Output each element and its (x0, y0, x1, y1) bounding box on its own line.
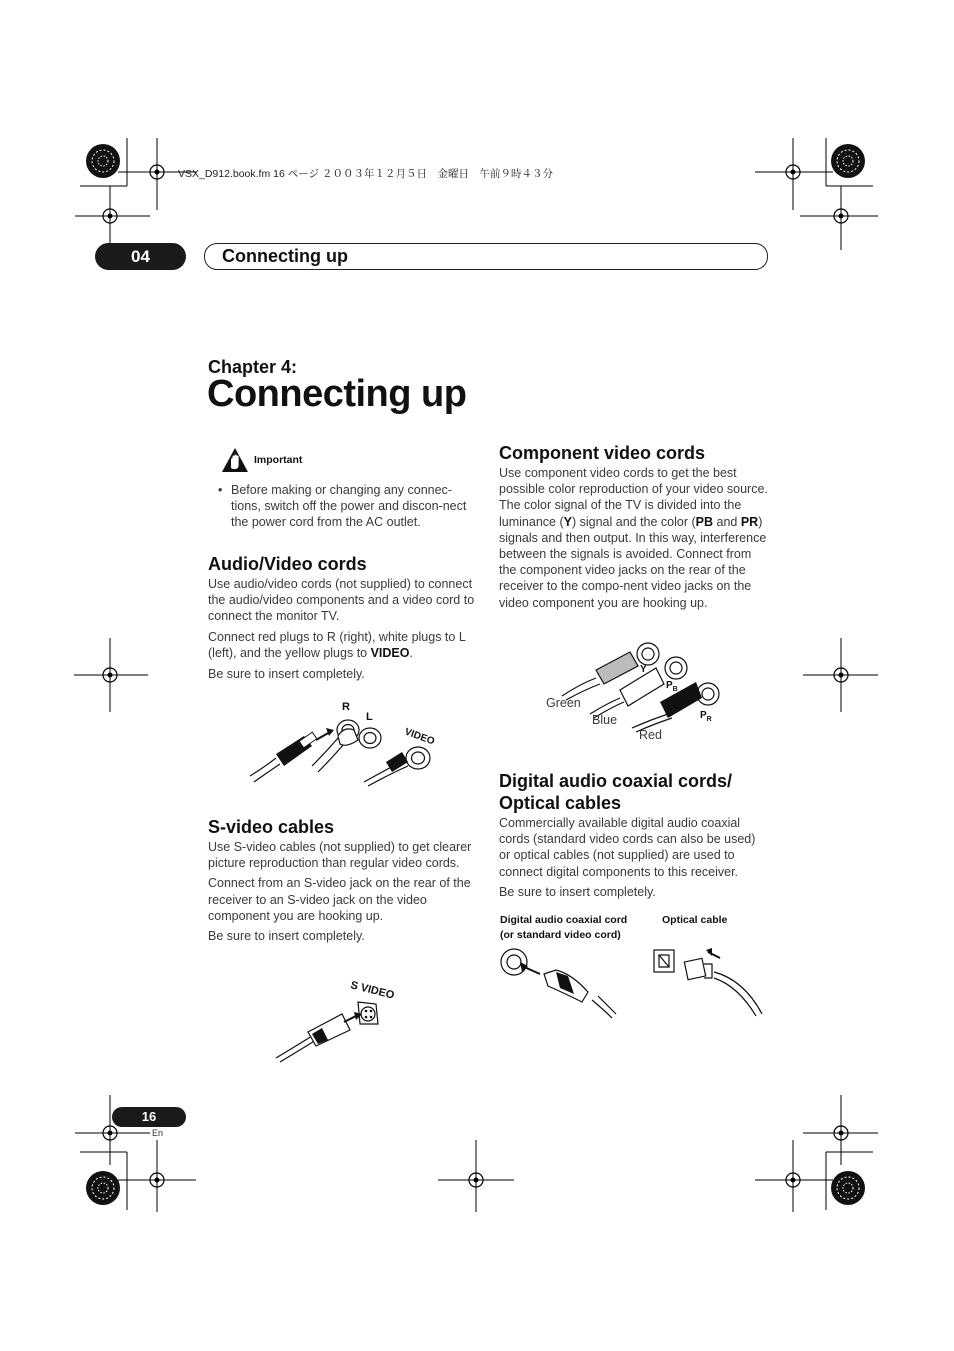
audio-video-heading: Audio/Video cords (208, 554, 367, 574)
audio-video-p3: Be sure to insert completely. (208, 667, 365, 682)
digital-p1: Commercially available digital audio coaxial cords (standard video cords can also be used) or optical cables (not supplied) are used to connect digital components to this receiver. (499, 816, 756, 879)
digital-section (499, 770, 769, 900)
svideo-heading: S-video cables (208, 817, 335, 837)
coax-label-line2: (or standard video cord) (500, 929, 621, 941)
coax-label (500, 913, 627, 943)
svideo-p2: Connect from an S-video jack on the rear of the receiver to an S-video jack on the video component you are hooking up. (208, 876, 471, 923)
fig-pb-label: $P_B$ (666, 680, 678, 693)
svideo-p1: Use S-video cables (not supplied) to get clearer picture reproduction than regular video cords. (208, 840, 472, 871)
header-title: Connecting up (222, 246, 348, 266)
fig-blue-label: Blue (592, 713, 618, 727)
chapter-number-tab: 04 (95, 243, 186, 270)
optical-label: Optical cable (662, 914, 728, 926)
warning-hand-icon (221, 447, 249, 473)
language-code: En (152, 1128, 164, 1138)
audio-video-figure (246, 696, 440, 788)
digital-heading-line1: Digital audio coaxial cords/ (499, 771, 733, 791)
audio-video-section (208, 553, 476, 682)
digital-heading-line2: Optical cables (499, 793, 622, 813)
svideo-figure (272, 974, 414, 1064)
digital-p2: Be sure to insert completely. (499, 884, 656, 899)
coax-label-line1: Digital audio coaxial cord (500, 914, 628, 926)
coax-figure (496, 944, 618, 1022)
fig-pr-label: $P_R$ (700, 710, 712, 723)
fig-y-label: Y (640, 664, 647, 675)
audio-video-p2: Connect red plugs to R (right), white plugs to L (left), and the yellow plugs to VIDEO. (208, 629, 466, 660)
chapter-title: Connecting up (207, 373, 467, 415)
svideo-p3: Be sure to insert completely. (208, 929, 365, 944)
fig-red-label: Red (639, 728, 662, 742)
optical-figure (650, 944, 768, 1020)
important-text: Before making or changing any connec-tions, switch off the power and discon-nect the power cord from the AC outlet. (231, 483, 467, 530)
bullet-dot: • (218, 483, 223, 497)
fig-green-label: Green (546, 696, 581, 710)
component-video-figure (540, 638, 730, 746)
component-p1: Use component video cords to get the best possible color reproduction of your video source. The color signal of the TV is divided into the luminance (Y) signal and the color (PB and PR) signals and then output. In this way, interference between the signals is avoided. Connect from the component video jacks on the rear of the receiver to the compo-nent video jacks on the video component you are hooking up. (499, 466, 768, 610)
svideo-section (208, 816, 476, 944)
component-section (499, 442, 769, 611)
audio-video-p1: Use audio/video cords (not supplied) to connect the audio/video components and a video cord to connect the monitor TV. (208, 577, 475, 624)
component-heading: Component video cords (499, 443, 706, 463)
important-label: Important (254, 454, 303, 466)
chapter-label: Chapter 4: (208, 357, 298, 377)
fig-video-label: VIDEO (402, 726, 436, 748)
svideo-fig-label: S VIDEO (349, 979, 396, 1002)
fig-l-label: L (366, 711, 373, 723)
page-number-tab: 16 (112, 1107, 186, 1127)
file-info-line: VSX_D912.book.fm 16 ページ ２００３年１２月５日 金曜日 午前９時４３分 (178, 168, 553, 180)
fig-r-label: R (342, 701, 350, 713)
